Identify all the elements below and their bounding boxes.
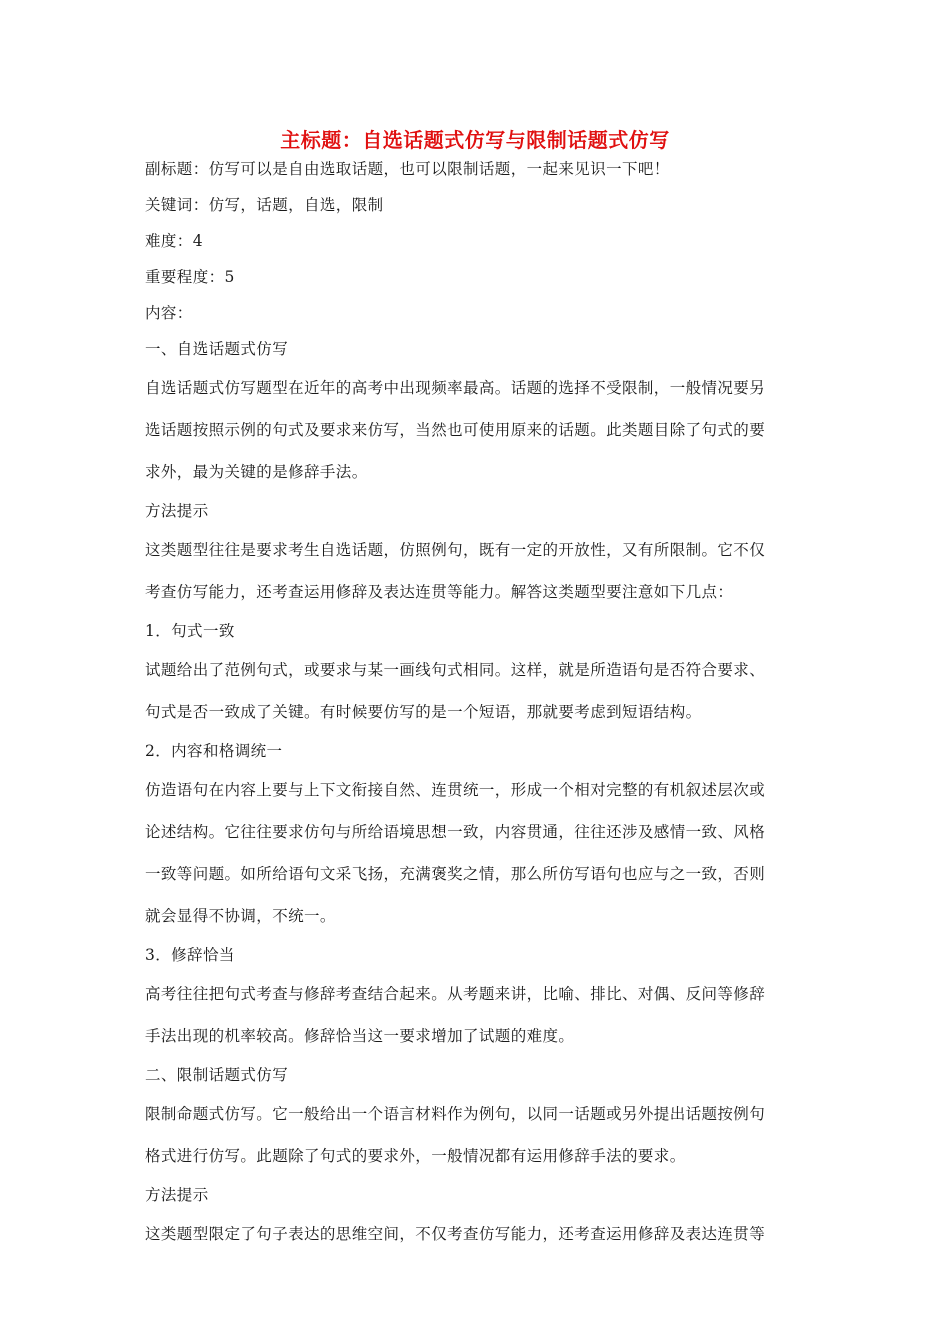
section2-intro (145, 1093, 805, 1177)
section2-tips (145, 1213, 805, 1255)
section1-heading: 一、自选话题式仿写 (145, 340, 289, 358)
paragraph-line: 这类题型往往是要求考生自选话题，仿照例句，既有一定的开放性，又有所限制。它不仅 (145, 541, 766, 559)
section1-tips (145, 529, 805, 613)
paragraph-line: 手法出现的机率较高。修辞恰当这一要求增加了试题的难度。 (145, 1027, 575, 1045)
importance: 重要程度：5 (145, 268, 235, 286)
point3-heading: 3．修辞恰当 (145, 946, 235, 964)
paragraph-line: 试题给出了范例句式，或要求与某一画线句式相同。这样，就是所造语句是否符合要求、 (145, 661, 766, 679)
paragraph-line: 就会显得不协调，不统一。 (145, 907, 336, 925)
paragraph-line: 仿造语句在内容上要与上下文衔接自然、连贯统一，形成一个相对完整的有机叙述层次或 (145, 781, 766, 799)
paragraph-line: 高考往往把句式考查与修辞考查结合起来。从考题来讲，比喻、排比、对偶、反问等修辞 (145, 985, 766, 1003)
paragraph-line: 论述结构。它往往要求仿句与所给语境思想一致，内容贯通，往往还涉及感情一致、风格 (145, 823, 766, 841)
paragraph-line: 格式进行仿写。此题除了句式的要求外，一般情况都有运用修辞手法的要求。 (145, 1147, 686, 1165)
paragraph-line: 限制命题式仿写。它一般给出一个语言材料作为例句，以同一话题或另外提出话题按例句 (145, 1105, 766, 1123)
paragraph-line: 这类题型限定了句子表达的思维空间，不仅考查仿写能力，还考查运用修辞及表达连贯等 (145, 1225, 766, 1243)
point2-heading: 2．内容和格调统一 (145, 742, 283, 760)
paragraph-line: 求外，最为关键的是修辞手法。 (145, 463, 368, 481)
difficulty: 难度：4 (145, 232, 203, 250)
paragraph-line: 自选话题式仿写题型在近年的高考中出现频率最高。话题的选择不受限制，一般情况要另 (145, 379, 766, 397)
keywords: 关键词：仿写，话题，自选，限制 (145, 196, 384, 214)
section2-tips-heading: 方法提示 (145, 1186, 209, 1204)
section2-heading: 二、限制话题式仿写 (145, 1066, 289, 1084)
paragraph-line: 考查仿写能力，还考查运用修辞及表达连贯等能力。解答这类题型要注意如下几点： (145, 583, 734, 601)
paragraph-line: 句式是否一致成了关键。有时候要仿写的是一个短语，那就要考虑到短语结构。 (145, 703, 702, 721)
paragraph-line: 选话题按照示例的句式及要求来仿写，当然也可使用原来的话题。此类题目除了句式的要 (145, 421, 766, 439)
section1-intro (145, 367, 805, 493)
main-title: 主标题：自选话题式仿写与限制话题式仿写 (280, 128, 670, 152)
subtitle: 副标题：仿写可以是自由选取话题，也可以限制话题，一起来见识一下吧！ (145, 160, 670, 178)
point1-heading: 1．句式一致 (145, 622, 235, 640)
point3-body (145, 973, 805, 1057)
point1-body (145, 649, 805, 733)
point2-body (145, 769, 805, 937)
document-body (145, 151, 805, 1255)
paragraph-line: 一致等问题。如所给语句文采飞扬，充满褒奖之情，那么所仿写语句也应与之一致，否则 (145, 865, 766, 883)
section1-tips-heading: 方法提示 (145, 502, 209, 520)
content-label: 内容： (145, 304, 193, 322)
